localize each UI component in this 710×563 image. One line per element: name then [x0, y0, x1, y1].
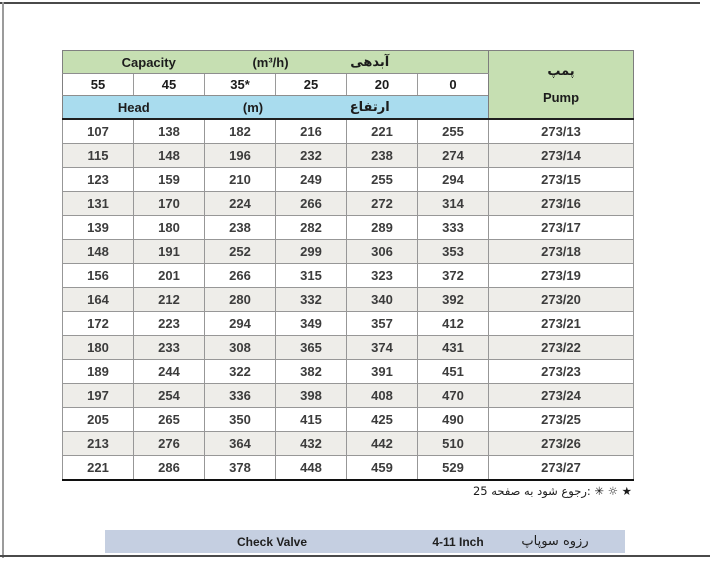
flow-value-cell: 35* [205, 74, 276, 96]
head-value-cell: 205 [63, 408, 134, 432]
head-value-cell: 425 [347, 408, 418, 432]
head-value-cell: 170 [134, 192, 205, 216]
head-value-cell: 398 [276, 384, 347, 408]
head-value-cell: 280 [205, 288, 276, 312]
table-row [63, 216, 634, 240]
head-value-cell: 148 [134, 144, 205, 168]
head-value-cell: 294 [205, 312, 276, 336]
head-label-en: Head [63, 96, 205, 120]
head-value-cell: 213 [63, 432, 134, 456]
head-value-cell: 374 [347, 336, 418, 360]
head-value-cell: 282 [276, 216, 347, 240]
head-value-cell: 412 [418, 312, 489, 336]
footnote-reference: ★ ☼ ✳ :رجوع شود به صفحه 25 [472, 484, 632, 498]
head-value-cell: 180 [63, 336, 134, 360]
head-value-cell: 340 [347, 288, 418, 312]
head-value-cell: 139 [63, 216, 134, 240]
flow-value-cell: 0 [418, 74, 489, 96]
capacity-unit-label: (m³/h) [205, 51, 347, 74]
head-value-cell: 336 [205, 384, 276, 408]
head-value-cell: 322 [205, 360, 276, 384]
head-value-cell: 196 [205, 144, 276, 168]
pump-model-cell: 273/20 [489, 288, 634, 312]
head-label-fa: ارتفاع [347, 96, 489, 120]
table-row [63, 288, 634, 312]
head-value-cell: 123 [63, 168, 134, 192]
capacity-label-en: Capacity [63, 51, 205, 74]
capacity-header-row [63, 51, 634, 74]
table-row [63, 264, 634, 288]
pump-model-cell: 273/14 [489, 144, 634, 168]
head-value-cell: 323 [347, 264, 418, 288]
head-value-cell: 238 [347, 144, 418, 168]
head-value-cell: 308 [205, 336, 276, 360]
footer-bar [105, 530, 625, 553]
footer-check-valve-label: Check Valve [236, 534, 308, 549]
head-value-cell: 314 [418, 192, 489, 216]
head-value-cell: 255 [347, 168, 418, 192]
head-value-cell: 432 [276, 432, 347, 456]
head-value-cell: 332 [276, 288, 347, 312]
pump-column-header [489, 51, 634, 120]
table-row [63, 384, 634, 408]
table-row [63, 168, 634, 192]
head-value-cell: 378 [205, 456, 276, 481]
head-value-cell: 349 [276, 312, 347, 336]
pump-model-cell: 273/21 [489, 312, 634, 336]
head-value-cell: 180 [134, 216, 205, 240]
head-value-cell: 364 [205, 432, 276, 456]
table-row [63, 144, 634, 168]
head-value-cell: 182 [205, 119, 276, 144]
head-value-cell: 272 [347, 192, 418, 216]
head-value-cell: 350 [205, 408, 276, 432]
head-value-cell: 172 [63, 312, 134, 336]
head-value-cell: 451 [418, 360, 489, 384]
head-value-cell: 223 [134, 312, 205, 336]
head-value-cell: 276 [134, 432, 205, 456]
pump-model-cell: 273/15 [489, 168, 634, 192]
pump-model-cell: 273/19 [489, 264, 634, 288]
pump-model-cell: 273/22 [489, 336, 634, 360]
table-body [63, 119, 634, 480]
table-row [63, 336, 634, 360]
head-value-cell: 107 [63, 119, 134, 144]
head-value-cell: 306 [347, 240, 418, 264]
head-value-cell: 431 [418, 336, 489, 360]
head-value-cell: 392 [418, 288, 489, 312]
head-value-cell: 442 [347, 432, 418, 456]
head-value-cell: 164 [63, 288, 134, 312]
page-left-border [2, 2, 4, 558]
head-value-cell: 138 [134, 119, 205, 144]
flow-value-cell: 55 [63, 74, 134, 96]
head-value-cell: 197 [63, 384, 134, 408]
flow-value-cell: 25 [276, 74, 347, 96]
head-value-cell: 266 [276, 192, 347, 216]
head-value-cell: 191 [134, 240, 205, 264]
head-value-cell: 189 [63, 360, 134, 384]
head-value-cell: 238 [205, 216, 276, 240]
flow-value-cell: 20 [347, 74, 418, 96]
head-value-cell: 233 [134, 336, 205, 360]
head-value-cell: 201 [134, 264, 205, 288]
head-value-cell: 408 [347, 384, 418, 408]
head-value-cell: 221 [347, 119, 418, 144]
flow-value-cell: 45 [134, 74, 205, 96]
head-value-cell: 391 [347, 360, 418, 384]
head-value-cell: 244 [134, 360, 205, 384]
head-value-cell: 357 [347, 312, 418, 336]
head-value-cell: 415 [276, 408, 347, 432]
head-value-cell: 490 [418, 408, 489, 432]
head-value-cell: 216 [276, 119, 347, 144]
head-value-cell: 131 [63, 192, 134, 216]
pump-label-en: Pump [542, 90, 580, 105]
capacity-label-fa: آبدهی [347, 51, 489, 74]
page-bottom-border [0, 555, 710, 557]
head-value-cell: 448 [276, 456, 347, 481]
head-value-cell: 255 [418, 119, 489, 144]
head-value-cell: 459 [347, 456, 418, 481]
head-value-cell: 224 [205, 192, 276, 216]
head-value-cell: 299 [276, 240, 347, 264]
pump-model-cell: 273/18 [489, 240, 634, 264]
head-value-cell: 266 [205, 264, 276, 288]
head-value-cell: 333 [418, 216, 489, 240]
table-row [63, 360, 634, 384]
head-value-cell: 252 [205, 240, 276, 264]
pump-model-cell: 273/27 [489, 456, 634, 481]
pump-label-fa: پمپ [547, 64, 575, 79]
pump-model-cell: 273/26 [489, 432, 634, 456]
head-value-cell: 315 [276, 264, 347, 288]
footer-size-range-label: 4-11 Inch [432, 534, 484, 549]
head-value-cell: 249 [276, 168, 347, 192]
head-value-cell: 232 [276, 144, 347, 168]
table-row [63, 240, 634, 264]
pump-model-cell: 273/24 [489, 384, 634, 408]
table-row [63, 192, 634, 216]
head-value-cell: 156 [63, 264, 134, 288]
head-value-cell: 221 [63, 456, 134, 481]
head-value-cell: 212 [134, 288, 205, 312]
head-value-cell: 210 [205, 168, 276, 192]
head-value-cell: 286 [134, 456, 205, 481]
footer-valve-thread-label-fa: رزوه سوپاپ [521, 534, 589, 549]
head-unit-label: (m) [205, 96, 347, 120]
head-value-cell: 148 [63, 240, 134, 264]
head-value-cell: 294 [418, 168, 489, 192]
head-value-cell: 470 [418, 384, 489, 408]
head-value-cell: 529 [418, 456, 489, 481]
pump-model-cell: 273/17 [489, 216, 634, 240]
pump-model-cell: 273/13 [489, 119, 634, 144]
head-value-cell: 289 [347, 216, 418, 240]
page-top-border [0, 2, 700, 4]
table-row [63, 456, 634, 481]
table-row [63, 119, 634, 144]
head-value-cell: 353 [418, 240, 489, 264]
pump-model-cell: 273/25 [489, 408, 634, 432]
head-value-cell: 254 [134, 384, 205, 408]
head-value-cell: 382 [276, 360, 347, 384]
pump-model-cell: 273/16 [489, 192, 634, 216]
table-row [63, 408, 634, 432]
head-value-cell: 159 [134, 168, 205, 192]
pump-capacity-table [62, 50, 634, 481]
head-value-cell: 274 [418, 144, 489, 168]
head-value-cell: 365 [276, 336, 347, 360]
table-row [63, 432, 634, 456]
table-row [63, 312, 634, 336]
head-value-cell: 115 [63, 144, 134, 168]
head-value-cell: 265 [134, 408, 205, 432]
head-value-cell: 510 [418, 432, 489, 456]
pump-model-cell: 273/23 [489, 360, 634, 384]
head-value-cell: 372 [418, 264, 489, 288]
